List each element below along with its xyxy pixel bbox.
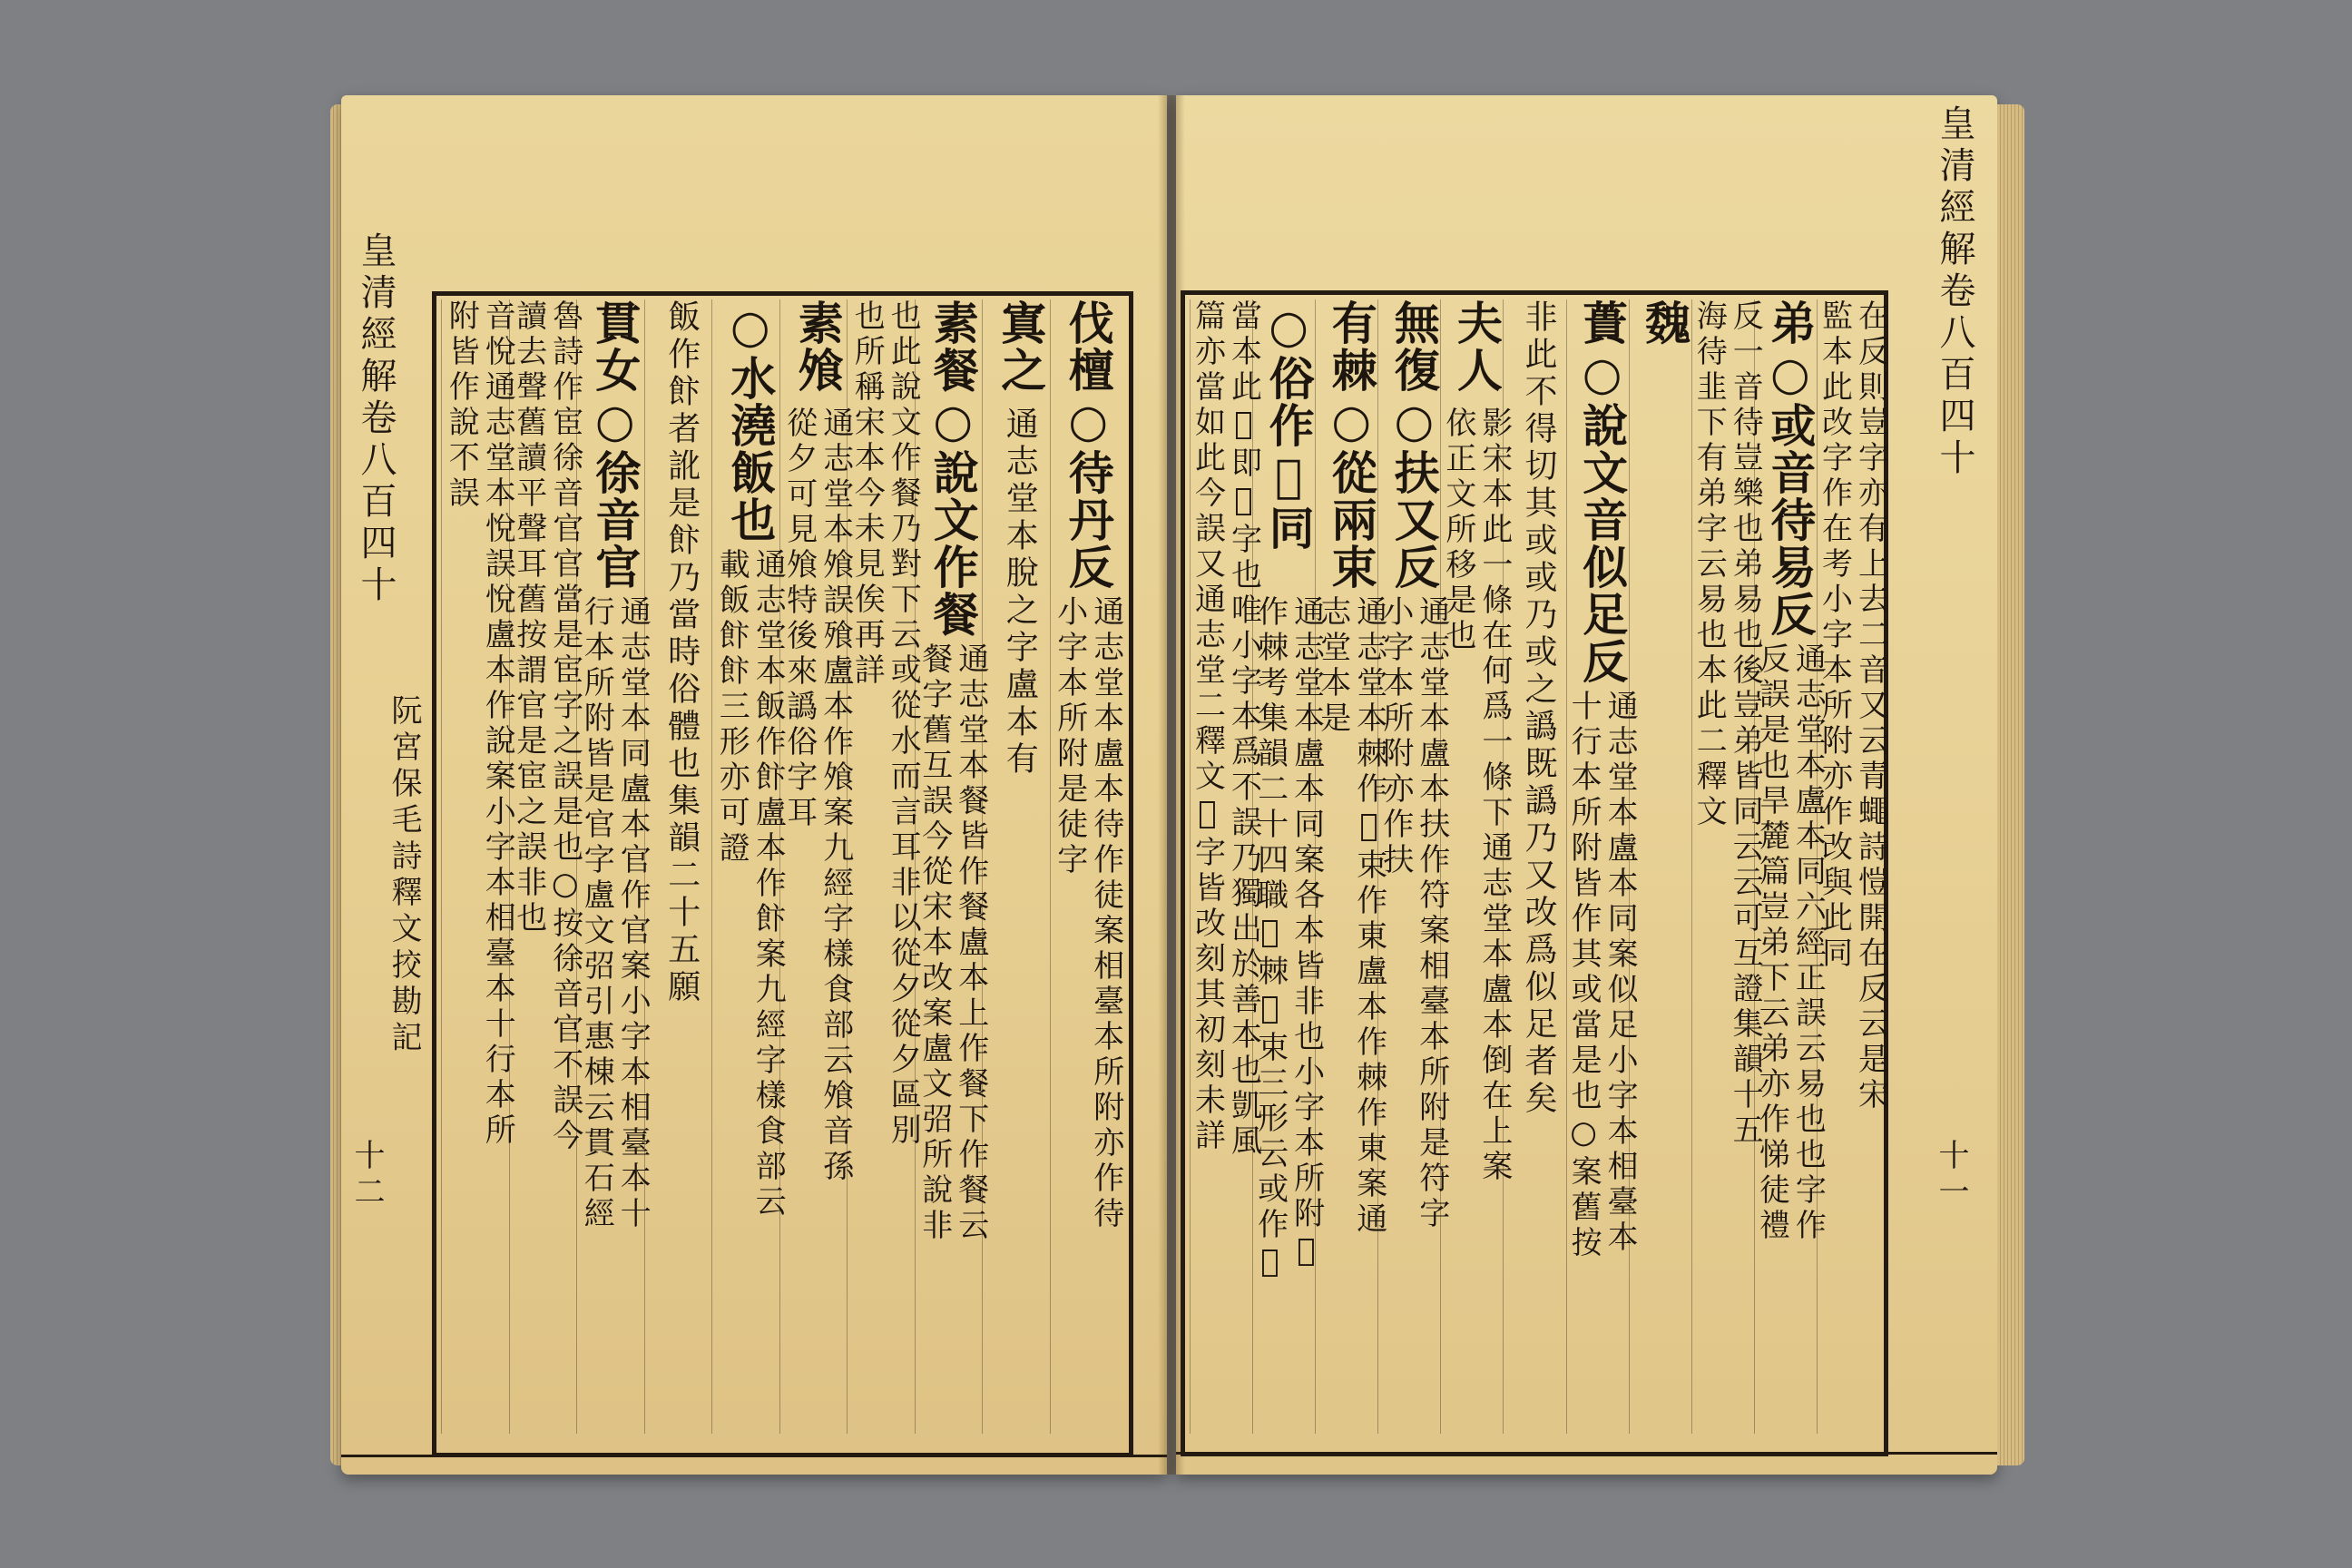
annotation-left: 作棘考集韻二十四職𣗥棘𣗥束三形云或作𣗥 bbox=[1251, 595, 1289, 1284]
left-page-number: 十二 bbox=[348, 1139, 385, 1211]
open-book bbox=[341, 95, 2024, 1475]
right-volume: 卷八百四十 bbox=[1934, 271, 1975, 480]
annotation-right: 通志堂本盧本扶作符案相臺本所附是符字 bbox=[1413, 595, 1450, 1232]
text-column bbox=[1050, 299, 1124, 1434]
annotation-right: 飯作飰者訛是飰乃當時俗體也集韻二十五願 bbox=[662, 299, 701, 1006]
annotation-right: 當本此𣗥即𣗥字也唯小字本爲不誤乃獨出於善本也凱風 bbox=[1225, 299, 1262, 1160]
annotation-right: 通志堂本棘作𣗥束作東盧本作棘作東案通 bbox=[1350, 595, 1387, 1238]
annotation-left: 小字本所附亦作扶 bbox=[1377, 595, 1414, 878]
right-page-edges bbox=[1997, 104, 2024, 1465]
right-bottom-rule bbox=[1176, 1452, 1997, 1455]
annotation-left: 讀去聲舊讀平聲耳舊按謂官是宦之誤非也 bbox=[510, 299, 547, 936]
text-column bbox=[441, 299, 516, 1434]
annotation-left: 小字本所附是徒字 bbox=[1051, 595, 1088, 878]
annotation-left: 餐字舊互誤今從宋本改案盧文弨所說非 bbox=[916, 642, 953, 1244]
annotation-right: 通志堂本盧本同六經正誤云易也也字作 bbox=[1789, 642, 1827, 1244]
annotation-right: 通志堂本盧本同案似足小字本相臺本 bbox=[1602, 690, 1639, 1256]
text-column bbox=[982, 299, 1050, 1434]
annotation-right: 通志堂本同盧本官作官案小字本相臺本十 bbox=[614, 595, 652, 1232]
column-divider bbox=[1190, 299, 1191, 1434]
book-gutter bbox=[1158, 95, 1185, 1475]
text-column bbox=[1690, 299, 1764, 1434]
annotation-left: 從夕可見飧特後來譌俗字耳 bbox=[780, 407, 818, 831]
headword: 夫人 bbox=[1449, 299, 1504, 394]
annotation-right: 音悅通志堂本悅誤悅盧本作說案小字本相臺本十行本所 bbox=[479, 299, 516, 1149]
annotation-right: 通志堂本脫之字盧本有 bbox=[1001, 407, 1039, 779]
annotation-right: 通志堂本盧本同案各本皆非也小字本所附𣗥 bbox=[1288, 595, 1325, 1273]
headword: 伐檀○待丹反 bbox=[1061, 299, 1115, 591]
right-columns bbox=[1189, 299, 1889, 1443]
headword: 蕢○說文音似足反 bbox=[1575, 299, 1630, 685]
text-column bbox=[711, 299, 787, 1434]
annotation-left: 附皆作說不誤 bbox=[443, 299, 480, 512]
annotation-left: 志堂本是 bbox=[1314, 595, 1351, 737]
left-title-2: 卷八百四十 bbox=[355, 398, 397, 607]
annotation-left: 反誤是也旱麓篇豈弟下云弟亦作悌徒禮 bbox=[1753, 642, 1790, 1244]
annotation-right: 影宋本此一條在何爲一條下通志堂本盧本倒在上案 bbox=[1475, 407, 1513, 1185]
left-title-1: 皇清經解 bbox=[355, 231, 397, 398]
column-divider bbox=[1691, 299, 1692, 1434]
text-column bbox=[576, 299, 652, 1434]
annotation-right: 通志堂本飧誤飱盧本作飧案九經字樣食部云飧音孫 bbox=[817, 407, 854, 1185]
column-divider bbox=[711, 299, 712, 1434]
annotation-left: 十行本所附皆作其或當是也○案舊按 bbox=[1565, 690, 1602, 1261]
headword: 弟○或音待易反 bbox=[1763, 299, 1818, 638]
annotation-right: 反一音待豈樂也弟易也後豈弟皆同云云可互證集韻十五 bbox=[1727, 299, 1764, 1149]
text-column bbox=[1189, 299, 1262, 1434]
headword: ○水澆飯也 bbox=[723, 299, 778, 544]
headword: 魏 bbox=[1638, 299, 1692, 347]
annotation-right: 魯詩作宦徐音官官當是宦字之誤是也○按徐音官不誤今 bbox=[546, 299, 583, 1154]
left-book-title: 阮宮保毛詩釋文挍勘記 bbox=[386, 694, 422, 1057]
text-column bbox=[644, 299, 712, 1434]
left-bottom-rule bbox=[341, 1455, 1167, 1457]
headword: 素餐○說文作餐 bbox=[926, 299, 980, 638]
column-divider bbox=[1566, 299, 1567, 1434]
annotation-right: 在反則豈字亦有上去二音又云青蠅詩愷開在反云是宋 bbox=[1852, 299, 1889, 1113]
headword: 無復○扶又反 bbox=[1387, 299, 1441, 591]
annotation-left: 行本所附皆是官字盧文弨引惠棟云貫石經 bbox=[578, 595, 615, 1232]
text-column bbox=[847, 299, 922, 1434]
annotation-right: 通志堂本盧本待作徒案相臺本所附亦作待 bbox=[1087, 595, 1124, 1232]
right-title: 皇清經解 bbox=[1934, 104, 1975, 271]
right-running-head bbox=[1929, 104, 1981, 576]
headword: 有棘○從兩束 bbox=[1324, 299, 1378, 591]
annotation-right: 非此不得切其或或乃或之譌既譌乃又改爲似足者矣 bbox=[1519, 299, 1557, 1118]
text-column bbox=[1753, 299, 1827, 1434]
annotation-left: 依正文所移是也 bbox=[1439, 407, 1476, 654]
column-divider bbox=[441, 299, 442, 1434]
annotation-left: 篇亦當如此今誤又通志堂二釋文𣗥字皆改刻其初刻未詳 bbox=[1189, 299, 1226, 1154]
annotation-left: 也所稱宋本今未見俟再詳 bbox=[848, 299, 886, 689]
text-column bbox=[1816, 299, 1889, 1434]
headword: ○俗作𣗥同 bbox=[1261, 299, 1316, 552]
annotation-right: 也此說文作餐乃對下云或從水而言耳非以從夕從夕區別 bbox=[885, 299, 922, 1149]
headword: 素飧 bbox=[790, 299, 845, 394]
right-page-number: 十一 bbox=[1933, 1139, 1969, 1211]
text-column bbox=[779, 299, 854, 1434]
headword: 貫女○徐音官 bbox=[588, 299, 642, 591]
text-column bbox=[915, 299, 989, 1434]
annotation-right: 通志堂本餐皆作餐盧本上作餐下作餐云 bbox=[952, 642, 989, 1244]
left-columns bbox=[441, 299, 1124, 1443]
text-column bbox=[1565, 299, 1639, 1434]
annotation-left: 監本此改字作在考小字本所附亦作改與此同 bbox=[1816, 299, 1853, 972]
text-column bbox=[509, 299, 583, 1434]
annotation-left: 載飯飰飰三形亦可證 bbox=[713, 548, 750, 867]
column-divider bbox=[1050, 299, 1051, 1434]
annotation-right: 通志堂本飯作飰盧本作飰案九經字樣食部云 bbox=[750, 548, 787, 1220]
annotation-left: 海待韭下有弟字云易也本此二釋文 bbox=[1690, 299, 1728, 830]
headword: 寘之 bbox=[994, 299, 1048, 394]
